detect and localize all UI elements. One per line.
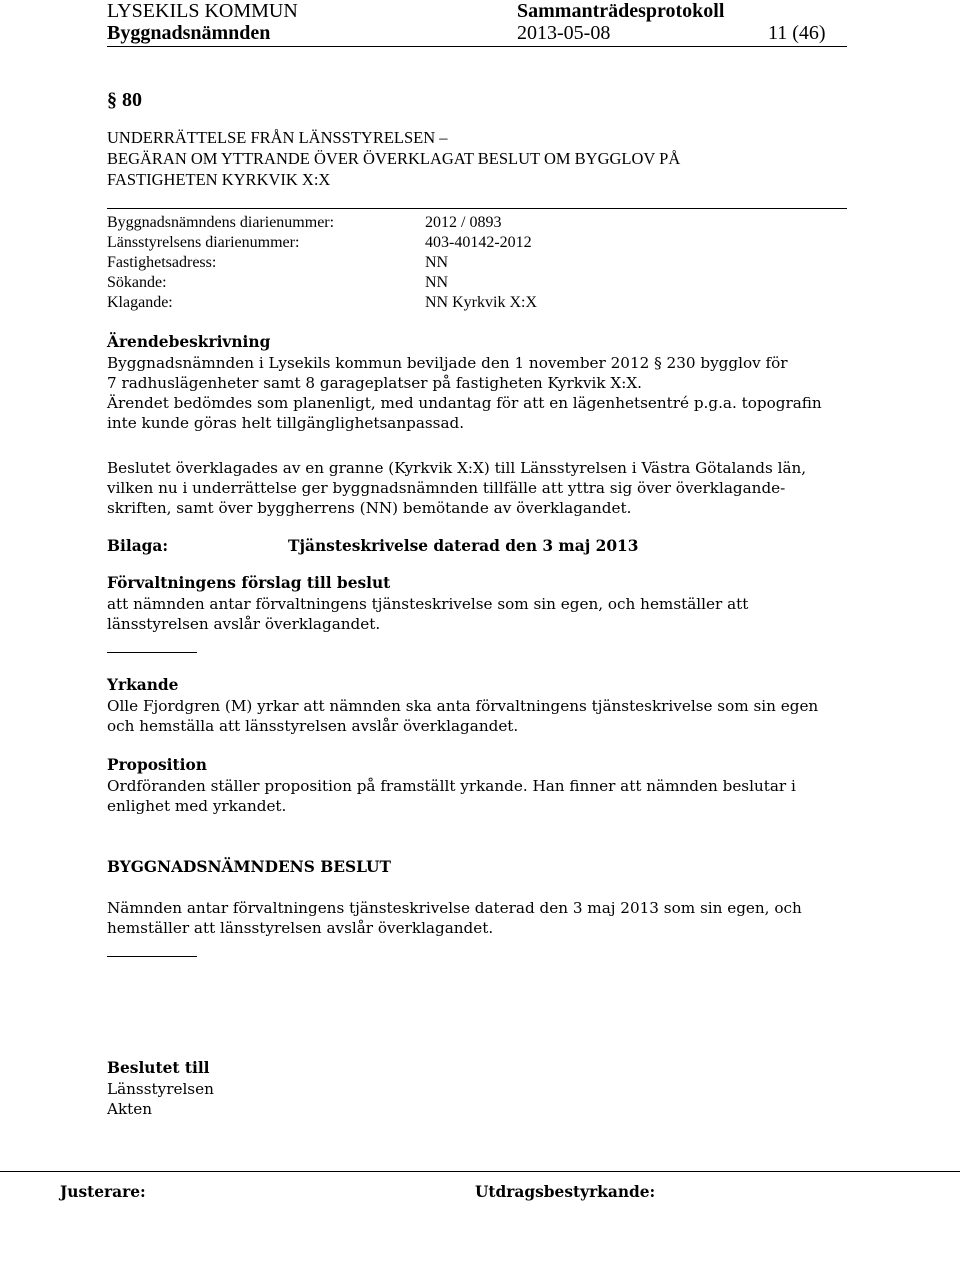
overklagande-paragraph [107, 458, 846, 518]
arendebeskrivning-section [107, 332, 846, 433]
meta-value: NN Kyrkvik X:X [425, 294, 537, 311]
header-org: LYSEKILS KOMMUN [107, 0, 298, 22]
header-page: 11 (46) [768, 22, 826, 44]
meta-label: Länsstyrelsens diarienummer: [107, 234, 300, 251]
text-line: länsstyrelsen avslår överklagandet. [107, 615, 381, 633]
footer-rule [0, 1171, 960, 1172]
meta-value: NN [425, 254, 449, 271]
meta-value: 2012 / 0893 [425, 214, 502, 231]
text-line: Ordföranden ställer proposition på framställt yrkande. Han finner att nämnden beslutar i [107, 777, 796, 795]
forslag-heading: Förvaltningens förslag till beslut [107, 574, 391, 592]
recipient: Länsstyrelsen [107, 1080, 214, 1098]
proposition-heading: Proposition [107, 756, 207, 774]
arendebeskrivning-heading: Ärendebeskrivning [107, 333, 271, 351]
meta-value: 403-40142-2012 [425, 234, 532, 251]
beslut-text [107, 898, 846, 938]
text-line: Nämnden antar förvaltningens tjänsteskrivelse daterad den 3 maj 2013 som sin egen, och [107, 899, 802, 917]
meta-label: Klagande: [107, 294, 173, 311]
meta-label: Sökande: [107, 274, 167, 291]
arendebeskrivning-text [107, 353, 846, 433]
header-rule [107, 46, 847, 47]
beslut-heading: BYGGNADSNÄMNDENS BESLUT [107, 858, 391, 876]
header-doc-type: Sammanträdesprotokoll [517, 0, 725, 22]
text-line: skriften, samt över byggherrens (NN) bemötande av överklagandet. [107, 499, 632, 517]
text-line: hemställer att länsstyrelsen avslår överklagandet. [107, 919, 494, 937]
text-line: inte kunde göras helt tillgänglighetsanpassad. [107, 414, 465, 432]
text-line: och hemställa att länsstyrelsen avslår överklagandet. [107, 717, 519, 735]
title-line: FASTIGHETEN KYRKVIK X:X [107, 170, 331, 189]
separator-line [107, 652, 197, 653]
text-line: att nämnden antar förvaltningens tjänsteskrivelse som sin egen, och hemställer att [107, 595, 749, 613]
text-line: Ärendet bedömdes som planenligt, med undantag för att en lägenhetsentré p.g.a. topografin [107, 394, 822, 412]
meta-label: Byggnadsnämndens diarienummer: [107, 214, 335, 231]
beslut-section [107, 857, 846, 878]
yrkande-section [107, 675, 846, 736]
title-rule [107, 208, 847, 209]
paragraph-number: § 80 [107, 89, 142, 111]
beslutet-till-section [107, 1058, 846, 1119]
header-committee: Byggnadsnämnden [107, 22, 271, 44]
title-line: BEGÄRAN OM YTTRANDE ÖVER ÖVERKLAGAT BESLUT OM BYGGLOV PÅ [107, 149, 681, 168]
bilaga-label: Bilaga: [107, 537, 169, 555]
title-line: UNDERRÄTTELSE FRÅN LÄNSSTYRELSEN – [107, 128, 448, 147]
text-line: Beslutet överklagades av en granne (Kyrkvik X:X) till Länsstyrelsen i Västra Götalands län, [107, 459, 807, 477]
meta-label: Fastighetsadress: [107, 254, 217, 271]
forslag-section [107, 573, 846, 634]
bilaga-text: Tjänsteskrivelse daterad den 3 maj 2013 [288, 537, 639, 555]
case-title [107, 127, 846, 190]
text-line: Byggnadsnämnden i Lysekils kommun beviljade den 1 november 2012 § 230 bygglov för [107, 354, 788, 372]
text-line: vilken nu i underrättelse ger byggnadsnämnden tillfälle att yttra sig över överklagande- [107, 479, 786, 497]
header-date: 2013-05-08 [517, 22, 611, 44]
separator-line [107, 956, 197, 957]
yrkande-heading: Yrkande [107, 676, 179, 694]
footer-utdrag: Utdragsbestyrkande: [475, 1183, 656, 1201]
text-line: enlighet med yrkandet. [107, 797, 287, 815]
text-line: 7 radhuslägenheter samt 8 garageplatser på fastigheten Kyrkvik X:X. [107, 374, 642, 392]
text-line: Olle Fjordgren (M) yrkar att nämnden ska anta förvaltningens tjänsteskrivelse som sin egen [107, 697, 819, 715]
beslutet-till-heading: Beslutet till [107, 1059, 210, 1077]
meta-value: NN [425, 274, 449, 291]
proposition-section [107, 755, 846, 816]
recipient: Akten [107, 1100, 153, 1118]
footer-justerare: Justerare: [60, 1183, 146, 1201]
